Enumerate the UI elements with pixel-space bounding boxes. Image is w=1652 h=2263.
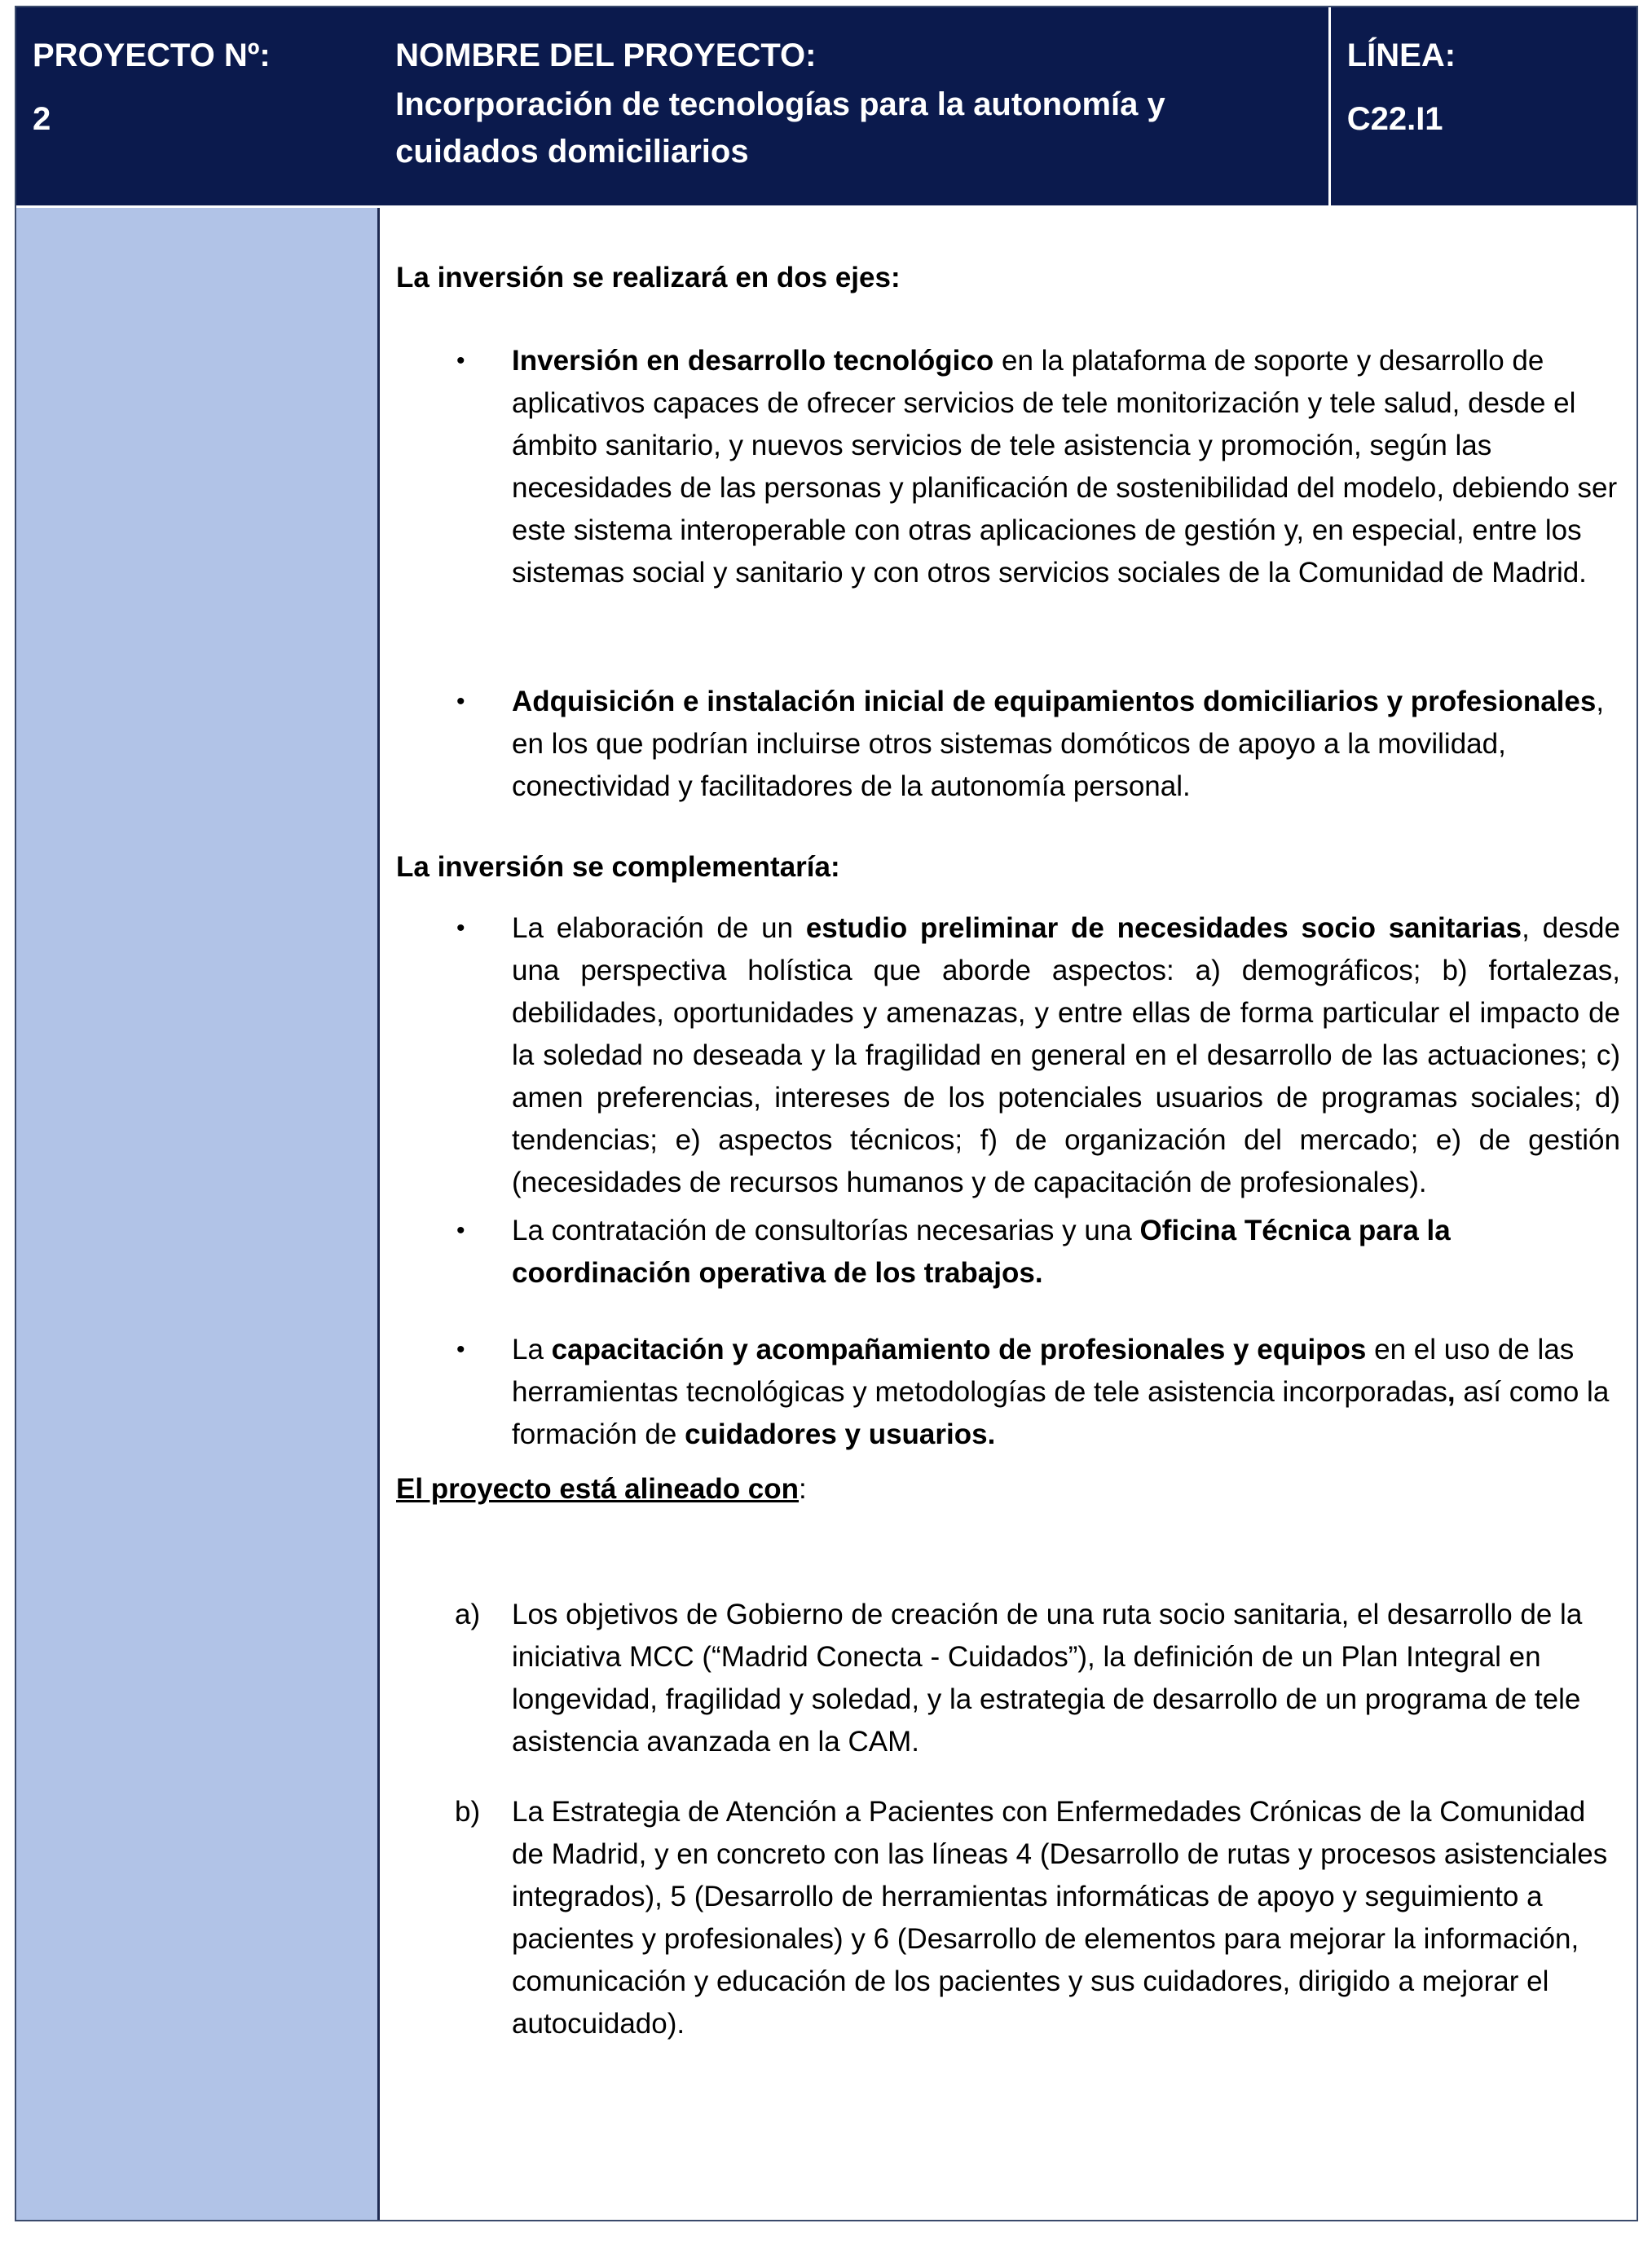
project-name-cell — [379, 7, 1328, 205]
bullet-icon: • — [456, 915, 465, 942]
bullet-icon: • — [456, 1217, 465, 1244]
alineado-heading-suffix: : — [799, 1473, 807, 1505]
complementaria-list — [396, 907, 1620, 1204]
item-letter: a) — [455, 1599, 481, 1630]
project-header — [16, 7, 1637, 208]
bullet-icon: • — [456, 1336, 465, 1363]
alineado-list-2 — [396, 1791, 1620, 2045]
item-text: , en los que podrían incluirse otros sistemas domóticos de apoyo a la movilidad, conectividad y facilitadores de la autonomía personal. — [512, 686, 1605, 802]
project-name-label: NOMBRE DEL PROYECTO: — [395, 37, 817, 73]
list-item — [396, 1791, 1620, 2045]
list-item — [396, 1329, 1620, 1456]
complementaria-list-3 — [396, 1329, 1620, 1456]
list-item — [396, 1594, 1620, 1763]
section-heading-ejes: La inversión se realizará en dos ejes: — [396, 262, 901, 293]
list-item — [396, 907, 1620, 1204]
project-sheet — [15, 6, 1638, 2221]
project-number-cell — [16, 7, 379, 205]
item-letter: b) — [455, 1796, 481, 1828]
list-item — [396, 681, 1620, 808]
item-bold-text: capacitación y acompañamiento de profesionales y equipos — [551, 1334, 1367, 1365]
section-heading-complementaria: La inversión se complementaría: — [396, 851, 840, 883]
section-heading-alineado — [396, 1468, 807, 1511]
item-bold-text: cuidadores y usuarios. — [685, 1418, 996, 1450]
ejes-list-2 — [396, 681, 1620, 808]
line-label: LÍNEA: — [1346, 37, 1456, 73]
item-text: La Estrategia de Atención a Pacientes con Enfermedades Crónicas de la Comunidad de Madrid, y en concreto con las líneas 4 (Desarrollo de rutas y procesos asistenciales integrados), 5 (Desarrollo de herramientas informáticas de apoyo y seguimiento a pacientes y profesionales) y 6 (Desarrollo de elementos para mejorar la información, comunicación y educación de los pacientes y sus cuidadores, dirigido a mejorar el autocuidado). — [512, 1796, 1608, 2040]
item-text: La contratación de consultorías necesarias y una — [512, 1215, 1140, 1246]
alineado-list — [396, 1594, 1620, 1763]
item-bold-text: , — [1447, 1376, 1456, 1408]
item-bold-text: Oficina Técnica para la coordinación operativa de los trabajos. — [512, 1215, 1451, 1289]
ejes-list — [396, 340, 1620, 594]
item-text: en la plataforma de soporte y desarrollo de aplicativos capaces de ofrecer servicios de tele monitorización y tele salud, desde el ámbito sanitario, y nuevos servicios de tele asistencia y promoción, según las necesidades de las personas y planificación de sostenibilidad del modelo, debiendo ser este sistema interoperable con otras aplicaciones de gestión y, en especial, entre los sistemas social y sanitario y con otros servicios sociales de la Comunidad de Madrid. — [512, 345, 1618, 589]
item-bold-text: Adquisición e instalación inicial de equipamientos domiciliarios y profesionales — [512, 686, 1597, 717]
complementaria-list-2 — [396, 1210, 1620, 1295]
line-cell — [1328, 7, 1637, 205]
list-item — [396, 340, 1620, 594]
item-text: Los objetivos de Gobierno de creación de una ruta socio sanitaria, el desarrollo de la iniciativa MCC (“Madrid Conecta - Cuidados”), la definición de un Plan Integral en longevidad, fragilidad y soledad, y la estrategia de desarrollo de un programa de tele asistencia avanzada en la CAM. — [512, 1599, 1583, 1758]
project-number-value: 2 — [33, 101, 51, 137]
item-text: La — [512, 1334, 552, 1365]
item-bold-text: estudio preliminar de necesidades socio sanitarias — [805, 912, 1522, 944]
left-column — [16, 208, 380, 2220]
item-text: así como la formación de — [512, 1376, 1610, 1450]
content-column — [396, 208, 1620, 2220]
line-value: C22.I1 — [1346, 101, 1443, 137]
alineado-heading-text: El proyecto está alineado con — [396, 1473, 800, 1505]
item-text: en el uso de las herramientas tecnológicas y metodologías de tele asistencia incorporadas — [512, 1334, 1575, 1408]
project-number-label: PROYECTO Nº: — [33, 37, 271, 73]
bullet-icon: • — [456, 688, 465, 715]
project-name-value: Incorporación de tecnologías para la autonomía y cuidados domiciliarios — [395, 86, 1165, 170]
bullet-icon: • — [456, 347, 465, 374]
item-text: La elaboración de un — [512, 912, 806, 944]
item-bold-text: Inversión en desarrollo tecnológico — [512, 345, 994, 377]
item-text: , desde una perspectiva holística que aborde aspectos: a) demográficos; b) fortalezas, debilidades, oportunidades y amenazas, y entre ellas de forma particular el impacto de la soledad no deseada y la fragilidad en general en el desarrollo de las actuaciones; c) amen preferencias, intereses de los potenciales usuarios de programas sociales; d) tendencias; e) aspectos técnicos; f) de organización del mercado; e) de gestión (necesidades de recursos humanos y de capacitación de profesionales). — [512, 912, 1620, 1198]
list-item — [396, 1210, 1620, 1295]
